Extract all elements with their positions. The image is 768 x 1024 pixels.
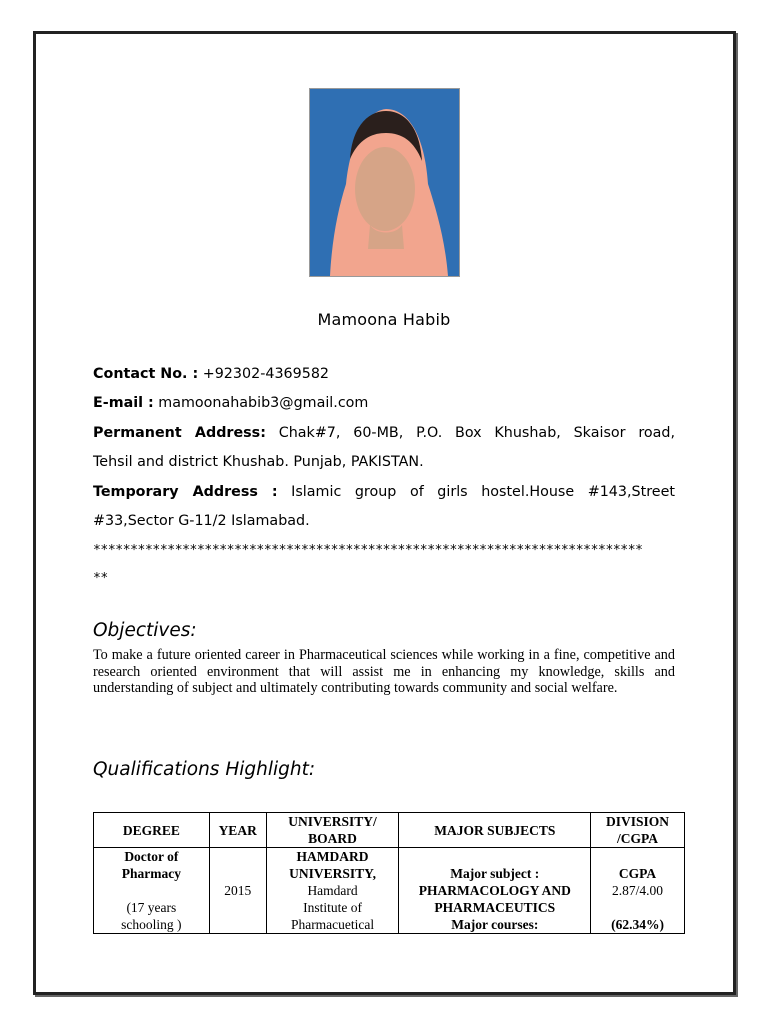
subjects-line3: PHARMACEUTICS xyxy=(434,900,556,915)
separator-stars-tail: ** xyxy=(93,571,108,586)
separator-stars: ************************************************************************** xyxy=(93,543,643,558)
division-line3: (62.34%) xyxy=(611,917,664,932)
objectives-text: To make a future oriented career in Pharmaceutical sciences while working in a fine, competitive and research oriented environment that will assist me in enhancing my knowledge, skills and understanding of subject and ultimately contributing towards community and social welfare. xyxy=(93,647,675,697)
temporary-address-value1: Islamic group of girls hostel.House #143,Street xyxy=(291,484,675,500)
cell-university xyxy=(266,848,399,934)
university-line1: HAMDARD xyxy=(296,849,369,864)
table-row xyxy=(94,848,685,934)
division-line1: CGPA xyxy=(618,866,657,881)
subjects-line1: Major subject : xyxy=(450,866,540,881)
qualifications-heading: Qualifications Highlight: xyxy=(93,759,316,780)
degree-line3: (17 years xyxy=(126,900,177,915)
cell-subjects xyxy=(399,848,591,934)
temporary-address-line1 xyxy=(93,484,675,500)
subjects-line2: PHARMACOLOGY AND xyxy=(418,883,571,898)
cell-degree xyxy=(94,848,210,934)
contact-phone xyxy=(93,366,329,382)
phone-label: Contact No. : xyxy=(93,366,199,382)
university-line5: Pharmacuetical xyxy=(290,917,375,932)
header-university-line1: UNIVERSITY/ xyxy=(288,814,377,829)
header-division-line1: DIVISION xyxy=(606,814,670,829)
email-value: mamoonahabib3@gmail.com xyxy=(158,395,369,411)
permanent-address-label: Permanent Address: xyxy=(93,425,266,441)
temporary-address-line2: #33,Sector G-11/2 Islamabad. xyxy=(93,513,310,529)
header-division-line2: /CGPA xyxy=(617,831,659,846)
degree-line4: schooling ) xyxy=(121,917,182,932)
table-header-row xyxy=(94,813,685,848)
header-subjects: MAJOR SUBJECTS xyxy=(399,813,591,848)
university-line4: Institute of xyxy=(303,900,362,915)
header-university xyxy=(266,813,399,848)
header-degree: DEGREE xyxy=(94,813,210,848)
header-university-line2: BOARD xyxy=(308,831,357,846)
subjects-line4: Major courses: xyxy=(451,917,539,932)
permanent-address-line2: Tehsil and district Khushab. Punjab, PAKISTAN. xyxy=(93,454,424,470)
email-label: E-mail : xyxy=(93,395,154,411)
year-value: 2015 xyxy=(224,883,252,898)
degree-line2: Pharmacy xyxy=(121,866,181,881)
temporary-address-label: Temporary Address : xyxy=(93,484,278,500)
candidate-name: Mamoona Habib xyxy=(317,310,451,329)
contact-email xyxy=(93,395,368,411)
permanent-address-line1 xyxy=(93,425,675,441)
permanent-address-value1: Chak#7, 60-MB, P.O. Box Khushab, Skaisor road, xyxy=(278,425,676,441)
header-year: YEAR xyxy=(209,813,266,848)
university-line2: UNIVERSITY, xyxy=(289,866,376,881)
phone-value: +92302-4369582 xyxy=(202,366,330,382)
cell-year xyxy=(209,848,266,934)
objectives-heading: Objectives: xyxy=(93,620,197,641)
university-line3: Hamdard xyxy=(307,883,358,898)
division-line2: 2.87/4.00 xyxy=(612,883,664,898)
header-division xyxy=(591,813,685,848)
profile-photo xyxy=(309,88,460,277)
qualifications-table xyxy=(93,812,685,934)
degree-line1: Doctor of xyxy=(124,849,179,864)
cell-division xyxy=(591,848,685,934)
